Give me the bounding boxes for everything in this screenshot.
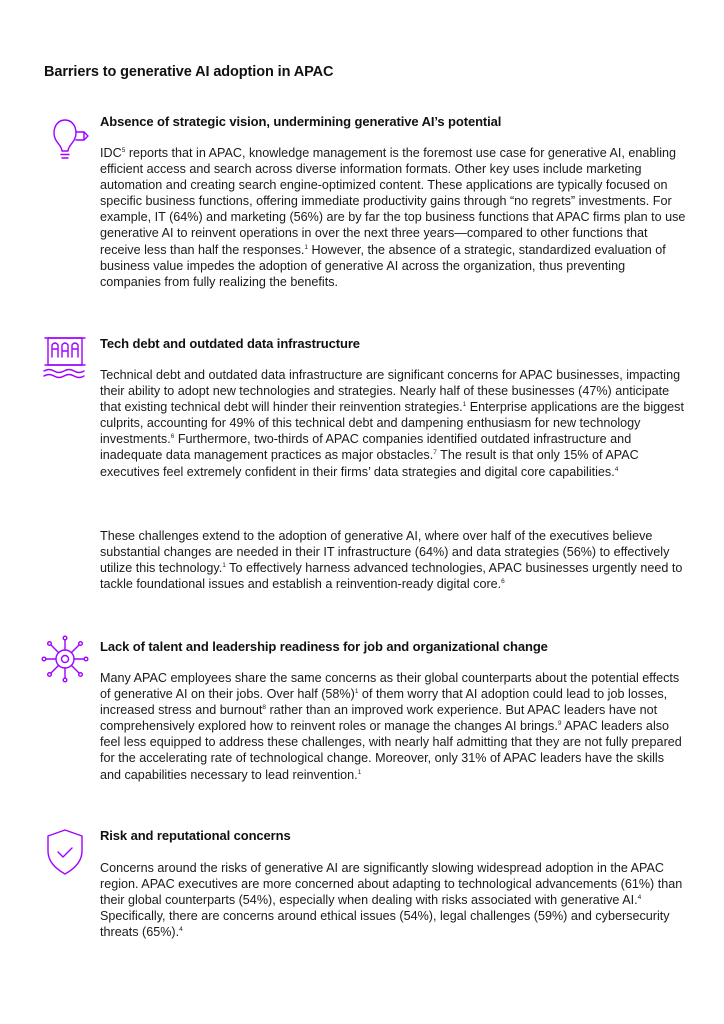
lightbulb-icon [40, 112, 90, 162]
page-title: Barriers to generative AI adoption in APAC [44, 64, 334, 80]
data-infrastructure-icon [40, 335, 90, 385]
shield-check-icon [40, 827, 90, 877]
section-title: Tech debt and outdated data infrastructure [100, 336, 360, 351]
section-paragraph: These challenges extend to the adoption of generative AI, where over half of the executives believe substantial changes are needed in their IT infrastructure (64%) and data strategies (56%) to effectively utilize this technology.$^1$ To effectively harness advanced technologies, APAC businesses urgently need to tackle foundational issues and establish a reinvention-ready digital core.$^6$ [100, 529, 683, 592]
network-hub-icon [40, 634, 90, 684]
section-title: Risk and reputational concerns [100, 828, 291, 843]
section-paragraph: Concerns around the risks of generative AI are significantly slowing widespread adoption in the APAC region. APAC executives are more concerned about adapting to technological advancements (61%) than their global counterparts (54%), especially when dealing with risks associated with generative AI.$^4$ Specifically, there are concerns around ethical issues (54%), legal challenges (59%) and cybersecurity threats (65%).$^4$ [100, 861, 683, 940]
section-paragraph: Many APAC employees share the same concerns as their global counterparts about the potential effects of generative AI on their jobs. Over half $(58\%)^1$ of them worry that AI adoption could lead to job losses, increased stress and burnout$^8$ rather than an improved work experience. But APAC leaders have not comprehensively explored how to reinvent roles or manage the changes AI brings.$^9$ APAC leaders also feel less equipped to address these challenges, with nearly half admitting that they are not fully prepared for the accelerating rate of technological change. Moreover, only 31% of APAC leaders have the skills and capabilities necessary to lead reinvention.$^1$ [100, 671, 682, 782]
section-title: Lack of talent and leadership readiness for job and organizational change [100, 639, 548, 654]
section-paragraph: IDC$^5$ reports that in APAC, knowledge management is the foremost use case for generative AI, enabling efficient access and search across diverse information formats. Other key uses include marketing automation and creating search engine-optimized content. These applications are typically focused on specific business functions, offering immediate productivity gains through “no regrets” investments. For example, IT (64%) and marketing (56%) are by far the top business functions that APAC firms plan to use generative AI to reinvent operations in over the next three years—compared to other functions that receive less than half the responses.$^1$ However, the absence of a strategic, standardized evaluation of business value impedes the adoption of generative AI across the organization, thus preventing companies from fully realizing the benefits. [100, 146, 686, 289]
section-title: Absence of strategic vision, undermining generative AI’s potential [100, 114, 502, 129]
section-paragraph: Technical debt and outdated data infrastructure are significant concerns for APAC businesses, impacting their ability to adopt new technologies and strategies. Nearly half of these businesses (47%) anticipate that existing technical debt will hinder their reinvention strategies.$^1$ Enterprise applications are the biggest culprits, accounting for 49% of this technical debt and dampening enthusiasm for new technology investments.$^6$ Furthermore, two-thirds of APAC companies identified outdated infrastructure and inadequate data management practices as major obstacles.$^7$ The result is that only 15% of APAC executives feel extremely confident in their firms’ data strategies and digital core capabilities.$^4$ [100, 368, 684, 479]
